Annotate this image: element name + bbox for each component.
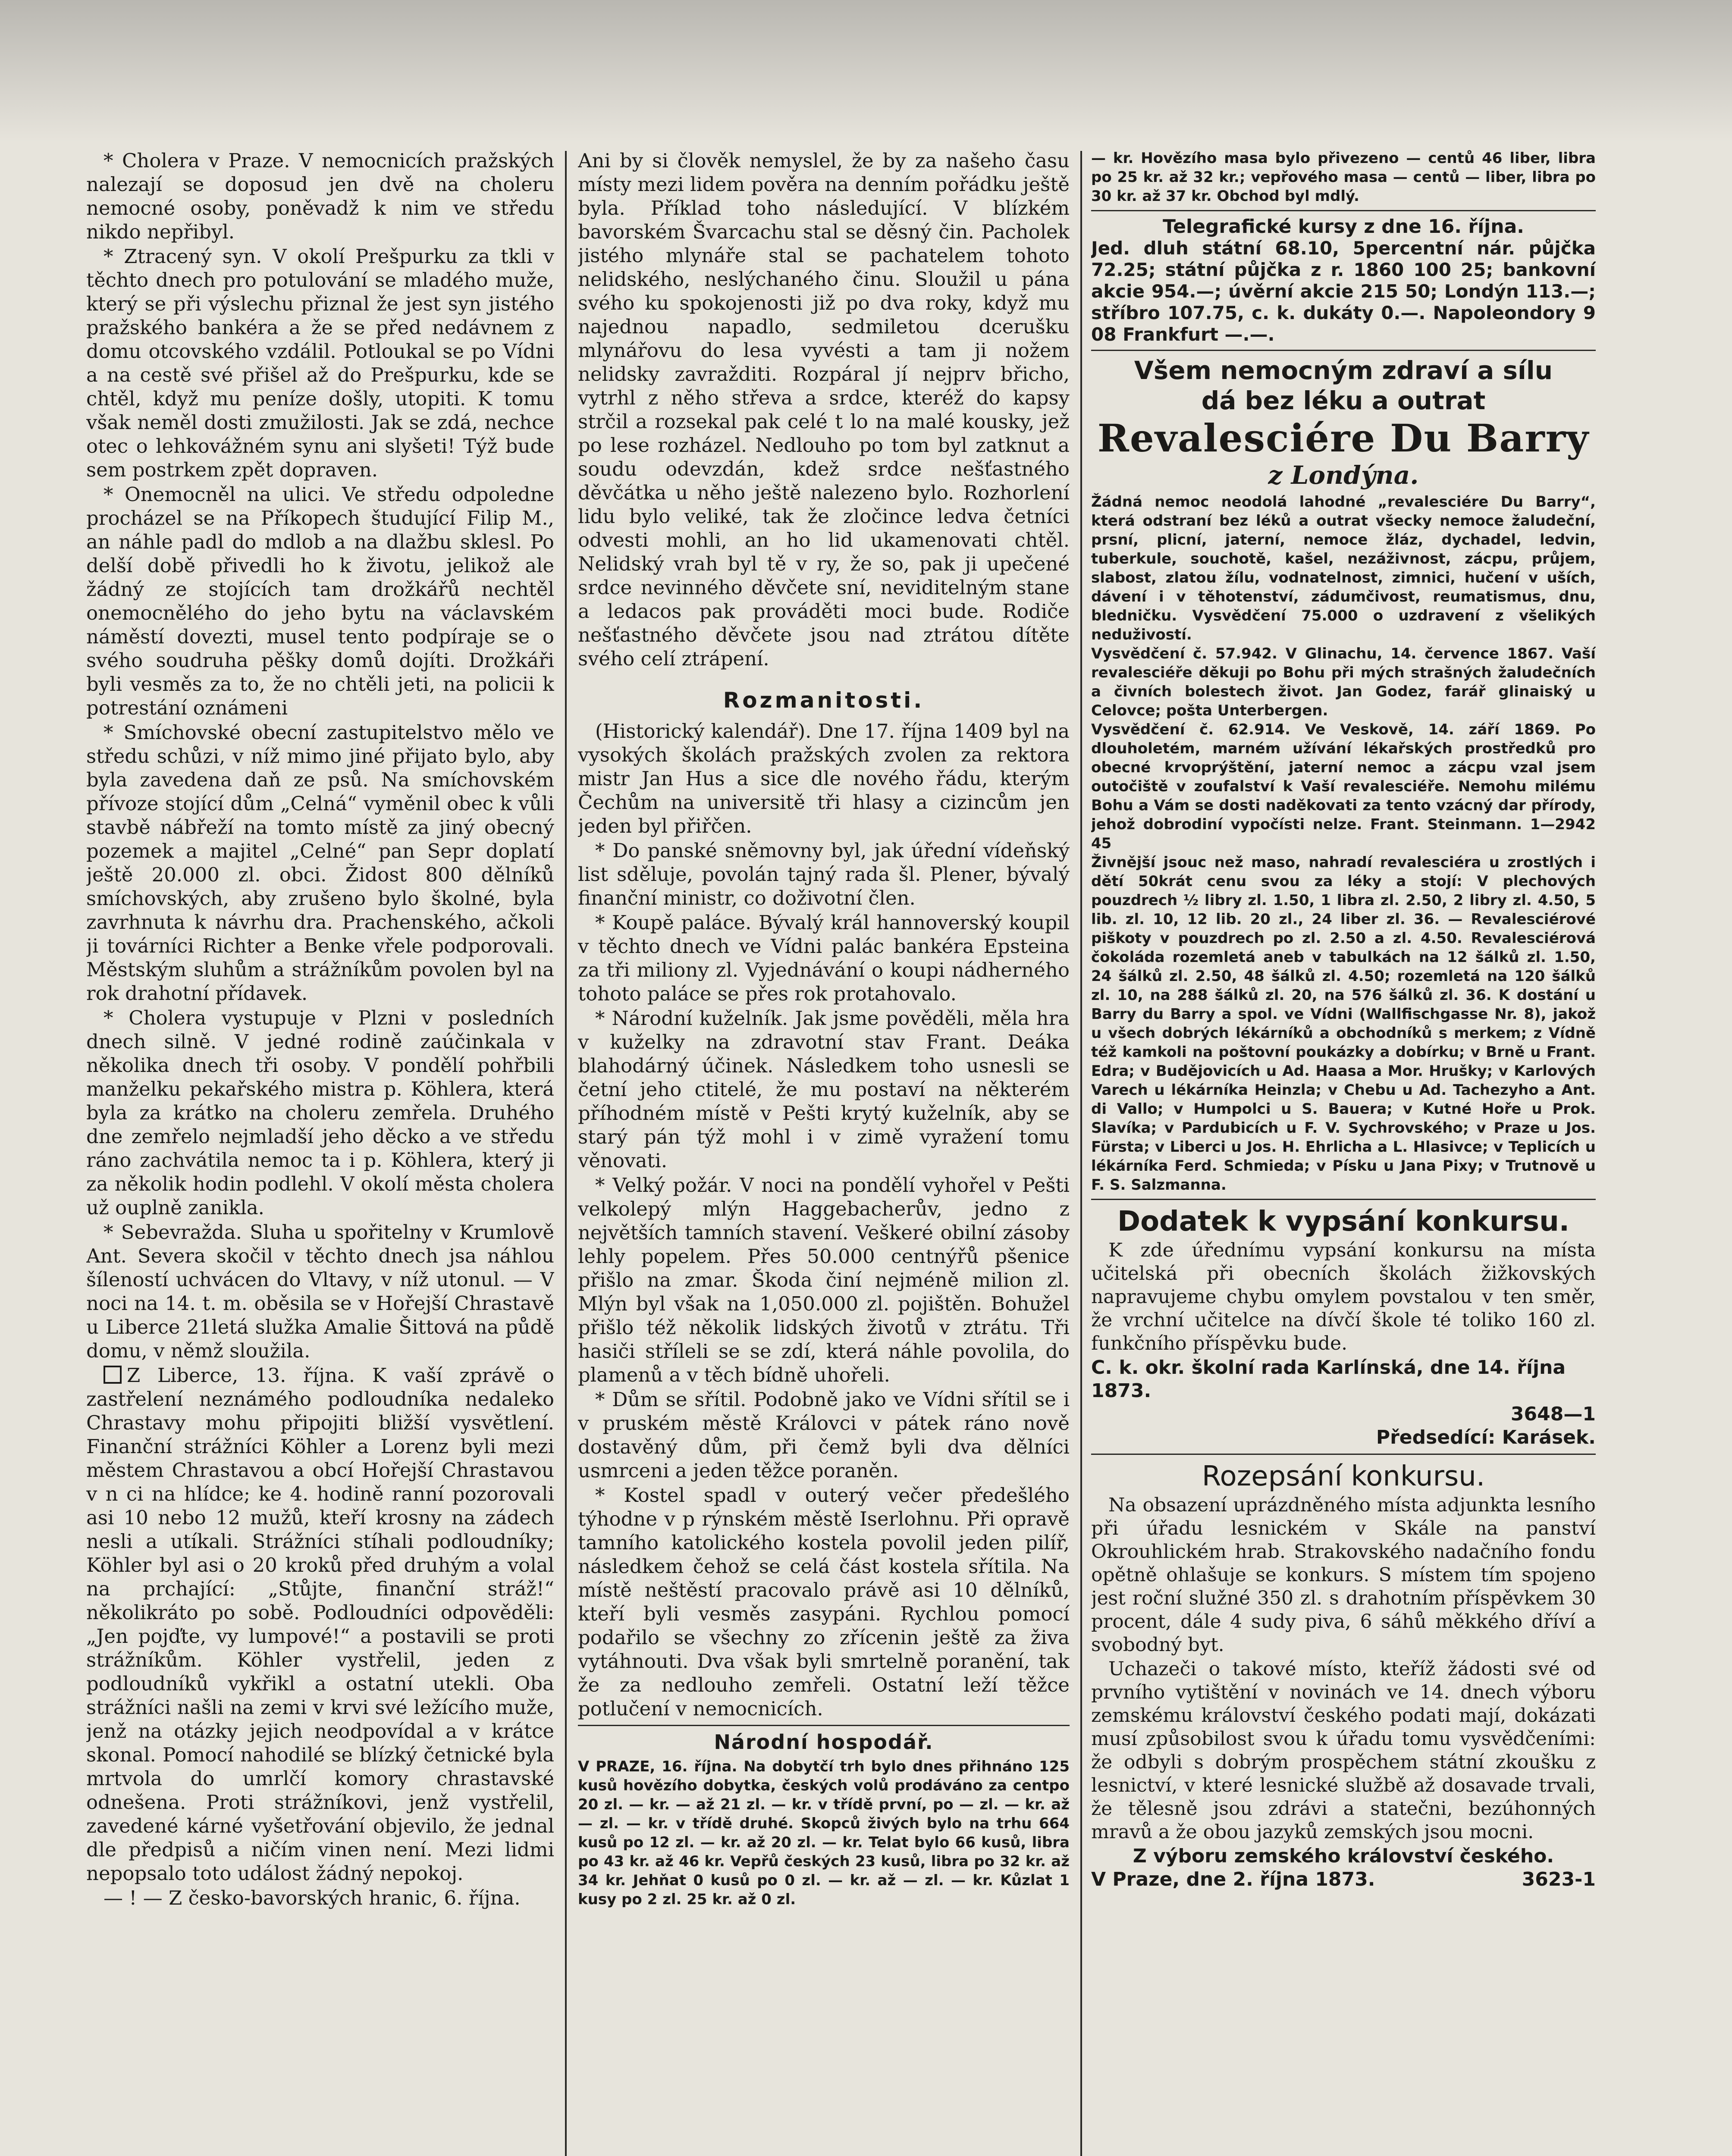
section-title-narodni-hospodar: Národní hospodář. — [714, 1730, 934, 1754]
market-report: V PRAZE, 16. října. Na dobytčí trh bylo dnes přihnáno 125 kusů hovězího dobytka, českých volů prodáváno za centpo 20 zl. — kr. — až 21 zl. — kr. v třídě první, po — zl. — kr. až — zl. — kr. v třídě druhé. Skopců živých bylo na trhu 664 kusů po 12 zl. — kr. až 20 zl. — kr. Telat bylo 66 kusů, libra po 43 kr. až 46 kr. Vepřů českých 23 kusů, libra po 32 kr. až 34 kr. Jehňat 0 kusů po 0 zl. — kr. až — zl. — kr. Kůzlat 1 kusy po 2 zl. 25 kr. až 0 zl. — [578, 1758, 1070, 1908]
ad-body-2: Vysvědčení č. 57.942. V Glinachu, 14. července 1867. Vaší revalesciéře děkuji po Bohu při mých strašných žaludečních a čivních bolestech život. Jan Godez, farář glinaiský u Celovce; pošta Unterbergen. — [1091, 645, 1596, 719]
article-smichovske-zastupitelstvo: * Smíchovské obecní zastupitelstvo mělo ve středu schůzi, v níž mimo jiné přijato bylo, aby byla zavedena daň ze psů. Na smíchovském přívoze stojící dům „Celná“ vyměnil obec k vůli stavbě nábřeží na tomto místě za jiný obecný pozemek a majitel „Celné“ pan Sepr doplatí ještě 20.000 zl. obci. Židost 800 dělníků smíchovských, aby zrušeno bylo školné, byla zavrhnuta k návrhu dra. Prachenského, ačkoli ji továrníci Richter a Benke vřele podporovali. Městským sluhům a strážníkům povolen byl na rok drahotní přídavek. — [86, 721, 554, 1005]
article-velky-pozar: * Velký požár. V noci na pondělí vyhořel v Pešti velkolepý mlýn Haggebacherův, jedno z největších tamních stavení. Veškeré obilní zásoby lehly popelem. Přes 50.000 centnýřů pšenice přišlo na zmar. Škoda činí nejméně milion zl. Mlýn byl však na 1,050.000 zl. pojištěn. Bohužel přišlo též několik lidských životů v ztrátu. Tři hasiči stříleli se se zdí, která náhle povolila, do plamenů a v těch bídně uhořeli. — [578, 1174, 1070, 1386]
telegraph-title: Telegrafické kursy z dne 16. října. — [1163, 216, 1524, 238]
column-right — [1091, 149, 1596, 2156]
ad-headline-1: Všem nemocným zdraví a sílu — [1134, 356, 1553, 385]
article-historicky-kalendar: (Historický kalendář). Dne 17. října 1409 byl na vysokých školách pražských zvolen za rektora mistr Jan Hus a sice dle nového řádu, kterým Čechům na universitě tři hlasy a cizincům jen jeden byl přiřčen. — [578, 720, 1070, 837]
notice-dodatek-sign: C. k. okr. školní rada Karlínská, dne 14. října 1873. — [1091, 1357, 1566, 1402]
article-onemocnel-na-ulici: * Onemocněl na ulici. Ve středu odpoledne procházel se na Příkopech študující Filip M., an náhle padl do mdlob a na dlažbu sklesl. Po delší době přivedli ho k životu, jelikož ale žádný ze stojících tam drožkářů nechtěl onemocnělého do jeho bytu na václavském náměstí dovezti, musel tento podpíraje se o svého soudruha pěšky domů dojíti. Drožkáři byli vesměs za to, že no chtěli jeti, na policii k potrestání oznámeni — [86, 483, 554, 719]
notice-rozepsani-text-2: Uchazeči o takové místo, kteříž žádosti své od prvního vytištění v novinách ve 14. dnech výboru zemskému království českého podati mají, dokázati musí způsobilost svou k úřadu tomu vysvědčeními: že odbyli s dobrým prospěchem státní zkoušku z lesnictví, v které lesnické službě až dosavade trvali, že tělesně jsou zdrávi a statečni, bezúhonných mravů a že obou jazyků zemských jsou mocni. — [1091, 1658, 1596, 1843]
article-kostel-spadl: * Kostel spadl v outerý večer předešlého týhodne v p rýnském městě Iserlohnu. Při opravě tamního katolického kostela povolil jeden pilíř, následkem čehož se celá část kostela sřítila. Na místě neštěstí pracovalo právě asi 10 dělníků, kteří byli vesměs zasypáni. Rychlou pomocí podařilo se všechny zo zřícenin ještě za živa vytáhnouti. Dva však byli smrtelně poranění, tak že za nedlouho zemřeli. Ostatní leží těžce potlučení v nemocnicích. — [578, 1484, 1070, 1720]
notice-rozepsani-text-1: Na obsazení uprázdněného místa adjunkta lesního při úřadu lesnickém v Skále na panství Okrouhlickém hrab. Strakovského nadačního fondu opětně ohlašuje se konkurs. S místem tím spojeno jest roční služné 350 zl. s drahotním příspěvkem 30 procent, dále 4 sudy piva, 6 sáhů měkkého dříví a svobodný byt. — [1091, 1494, 1596, 1656]
ad-brand-revalesciere: Revalesciére Du Barry — [1097, 416, 1590, 461]
article-z-liberce-text: Z Liberce, 13. října. K vaší zprávě o zastřelení neznámého podloudníka nedaleko Chrastavy mohu připojiti bližší vysvětlení. Finanční strážníci Köhler a Lorenz byli mezi městem Chrastavou a obcí Hořejší Chrastavou v n ci na hlídce; ke 4. hodině ranní pozorovali asi 10 nebo 12 mužů, kteří krosny na zádech nesli a utíkali. Strážníci stíhali podloudníky; Köhler byl asi o 20 kroků před druhým a volal na prchající: „Stůjte, finanční stráž!“ několikráto po sobě. Podloudníci odpověděli: „Jen pojďte, vy lumpové!“ a postavili se proti strážníkům. Köhler vystřelil, jeden z podloudníků vykřikl a ostatní utekli. Oba strážníci našli na zemi v krvi své ležícího muže, jenž na otázky jejich neodpovídal a v krátce skonal. Pomocí nahodilé se blízký četnické byla mrtvola do umrlčí komory chrastavské odnešena. Proti strážníkovi, jenž vystřelil, zavedené kárné vyšetřování objevilo, že jednal dle předpisů a ničím vinen není. Mezi lidmi nepopsalo toto událost žádný nepokoj. — [86, 1364, 554, 1885]
meat-market-report: — kr. Hovězího masa bylo přivezeno — centů 46 liber, libra po 25 kr. až 32 kr.; vepřového masa — centů — liber, libra po 30 kr. až 37 kr. Obchod byl mdlý. — [1091, 150, 1596, 205]
notice-rozepsani-date — [1091, 1868, 1596, 1891]
divider — [578, 1725, 1070, 1726]
page-top-shading — [0, 0, 1732, 142]
section-title-rozmanitosti: Rozmanitosti. — [723, 688, 925, 713]
column-rule-left — [565, 151, 567, 2156]
article-hranice-heading: — ! — Z česko-bavorských hranic, 6. října. — [104, 1887, 521, 1909]
ad-headline-2: dá bez léku a outrat — [1201, 386, 1486, 415]
column-rule-right — [1080, 151, 1082, 2156]
notice-rozepsani-number: 3623-1 — [1522, 1868, 1596, 1890]
ad-body-3: Vysvědčení č. 62.914. Ve Veskově, 14. září 1869. Po dlouholetém, marném užívání lékařských prostředků pro obecné krvoprýštění, jaterní nemoc a zácpu vzal jsem outočiště v zoufalství k Vaší revalesciéře. Nemohu milému Bohu a Vám se dosti naděkovati za tento vzácný dar přírody, jehož dobrodiní vypočísti nelze. Frant. Steinmann. 1—2942 45 — [1091, 721, 1596, 852]
article-cholera-plzen: * Cholera vystupuje v Plzni v posledních dnech silně. V jedné rodině zaúčinkala v několika dnech tři osoby. V pondělí pohřbili manželku pekařského mistra p. Köhlera, která byla za krátko na choleru zemřela. Druhého dne zemřelo nejmladší jeho děcko a ve středu ráno zachvátila nemoc ta i p. Köhlera, který ji za několik hodin podlehl. V okolí města cholera už ouplně zanikla. — [86, 1006, 554, 1219]
article-dum-se-sritil: * Dům se sřítil. Podobně jako ve Vídni sřítil se i v pruském městě Královci v pátek ráno nově dostavěný dům, při čemž byli dva dělníci usmrceni a jeden těžce poraněn. — [578, 1388, 1070, 1482]
article-cholera-praha: * Cholera v Praze. V nemocnicích pražských nalezají se doposud jen dvě na choleru nemocné osoby, poněvadž k nim ve středu nikdo nepřibyl. — [86, 149, 554, 243]
telegraph-rates: Jed. dluh státní 68.10, 5percentní nár. půjčka 72.25; státní půjčka z r. 1860 100 25; bankovní akcie 954.—; úvěrní akcie 215 50; Londýn 113.—; stříbro 107.75, c. k. dukáty 0.—. Napoleondory 9 08 Frankfurt —.—. — [1091, 238, 1596, 345]
column-middle — [578, 149, 1070, 2156]
notice-dodatek-text: K zde úřednímu vypsání konkursu na místa učitelská při obecních školách žižkovských napravujeme chybu omylem povstalou v ten směr, že vrchní učitelce na dívčí škole té toliko 160 zl. funkčního příspěvku bude. — [1091, 1239, 1596, 1354]
article-sebevrazda: * Sebevražda. Sluha u spořitelny v Krumlově Ant. Severa skočil v těchto dnech jsa náhlou šíleností uchvácen do Vltavy, v níž utonul. — V noci na 14. t. m. oběsila se v Hořejší Chrastavě u Liberce 21letá služka Amalie Šittová na půdě domu, v němž sloužila. — [86, 1221, 554, 1362]
ad-body-4: Živnější jsouc než maso, nahradí revalesciéra u zrostlých i dětí 50krát cenu svou za léky a stojí: V plechových pouzdrech ½ libry zl. 1.50, 1 libra zl. 2.50, 2 libry zl. 4.50, 5 lib. zl. 10, 12 lib. 20 zl., 24 liber zl. 36. — Revalesciérové piškoty v pouzdrech po zl. 2.50 a zl. 4.50. Revalesciérová čokoláda rozemletá aneb v tabulkách na 12 šálků zl. 1.50, 24 šálků zl. 2.50, 48 šálků zl. 4.50; rozemletá na 120 šálků zl. 10, na 288 šálků zl. 20, na 576 šálků zl. 36. K dostání u Barry du Barry a spol. ve Vídni (Wallfischgasse Nr. 8), jakož u všech dobrých lékárníků a obchodníků s merkem; z Vídně též kamkoli na poštovní poukázky a dobírku; v Brně u Frant. Edra; v Budějovicích u Ad. Haasa a Mor. Hrušky; v Karlových Varech u lékárníka Heinzla; v Chebu u Ad. Tachezyho a Ant. di Vallo; v Humpolci u S. Bauera; v Kutné Hoře u Prok. Slavíka; v Pardubicích u F. V. Sychrovského; v Praze u Jos. Fürsta; v Liberci u Jos. H. Ehrlicha a L. Hlasivce; v Teplicích u lékárníka Ferd. Schmieda; v Písku u Jana Pixy; v Trutnově u F. S. Salzmanna. — [1091, 854, 1596, 1194]
divider — [1091, 210, 1596, 211]
ad-body-1: Žádná nemoc neodolá lahodné „revalesciére Du Barry“, která odstraní bez léků a outrat všecky nemoce žaludeční, prsní, plicní, jaterní, nemoce žláz, dychadel, ledvin, tuberkule, souchotě, kašel, nezáživnost, zácpu, průjem, slabost, zlatou žílu, vodnatelnost, zimnici, hučení v uších, dávení i v těhotenství, zádumčivost, reumatismus, dnu, bledničku. Vysvědčení 75.000 o uzdravení z všelikých neduživostí. — [1091, 493, 1596, 643]
article-z-liberce — [86, 1363, 554, 1885]
notice-dodatek-title: Dodatek k vypsání konkursu. — [1117, 1206, 1570, 1238]
divider — [1091, 350, 1596, 351]
article-narodni-kuzelnik: * Národní kuželník. Jak jsme pověděli, měla hra v kuželky na zdravotní stav Frant. Deáka blahodárný účinek. Následkem toho usnesli se četní jeho ctitelé, že mu postaví na některém příhodném místě v Pešti krytý kuželník, aby se starý pán týž mohl i v zimě vyražení tomu věnovati. — [578, 1007, 1070, 1172]
notice-rozepsani-title: Rozepsání konkursu. — [1202, 1460, 1485, 1492]
column-left — [86, 149, 554, 2156]
notice-rozepsani-sign: Z výboru zemského království českého. — [1133, 1845, 1554, 1867]
article-panska-snemovna: * Do panské sněmovny byl, jak úřední vídeňský list sděluje, povolán tajný rada šl. Plener, bývalý finanční ministr, co doživotní člen. — [578, 839, 1070, 909]
divider — [1091, 1199, 1596, 1200]
notice-rozepsani-date-text: V Praze, dne 2. října 1873. — [1091, 1868, 1375, 1890]
notice-dodatek-number: 3648—1 — [1510, 1403, 1596, 1425]
ad-brand-city: z Londýna. — [1268, 461, 1419, 490]
article-koupe-palace: * Koupě paláce. Bývalý král hannoverský koupil v těchto dnech ve Vídni palác bankéra Epsteina za tři miliony zl. Vyjednávání o koupi nádherného tohoto paláce se přes rok protahovalo. — [578, 911, 1070, 1005]
article-ztraceny-syn: * Ztracený syn. V okolí Prešpurku za tkli v těchto dnech pro potulování se mladého muže, který se při výslechu přiznal že jest syn jistého pražského bankéra a že se před nedávnem z domu otcovského vzdálil. Potloukal se po Vídni a na cestě své přišel až do Prešpurku, kde se chtěl, když mu peníze došly, utopiti. K tomu však neměl dosti zmužilosti. Jak se zdá, nechce otec o lehkovážném synu ani slyšeti! Týž bude sem postrkem zpět dopraven. — [86, 245, 554, 481]
divider — [1091, 1454, 1596, 1455]
article-povera: Ani by si člověk nemyslel, že by za našeho času místy mezi lidem pověra na denním pořádku ještě byla. Příklad toho následující. V blízkém bavorském Švarcachu stal se děsný čin. Pacholek jistého mlynáře stal se pachatelem tohoto nelidského, neslýchaného činu. Sloužil u pána svého ku spokojenosti již po dva roky, když mu najednou napadlo, sedmiletou dcerušku mlynářovu do lesa vyvésti a tam ji nožem nelidsky zavražditi. Rozpáral jí nejprv břicho, vytrhl z něho střeva a srdce, kteréž do kapsy strčil a rozsekal pak celé t lo na malé kousky, jež po lese rozházel. Nedlouho po tom byl zatknut a soudu odevzdán, kdež srdce nešťastného děvčátka u něho ještě nalezeno bylo. Rozhorlení lidu bylo veliké, tak že zločince ledva četníci odvesti mohli, an ho lid ukamenovati chtěl. Nelidský vrah byl tě v ry, že so, pak ji upečené srdce nevinného děvčete sní, neviditelným stane a ledacos pak prováděti moci bude. Rodiče nešťastného děvčete jsou nad ztrátou dítěte svého celí ztrápení. — [578, 149, 1070, 670]
notice-dodatek-chair: Předsedící: Karásek. — [1376, 1426, 1596, 1448]
square-marker-icon — [104, 1366, 122, 1384]
